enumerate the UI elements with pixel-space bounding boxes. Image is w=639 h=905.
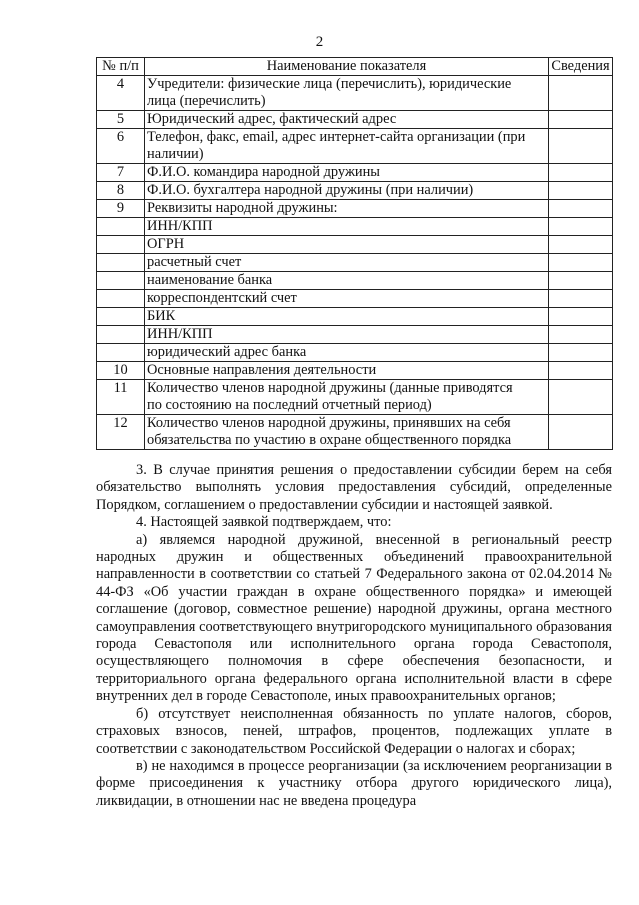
table-row [97, 415, 613, 450]
indicator-name [145, 182, 549, 200]
body-text [96, 462, 612, 810]
indicator-name [145, 308, 549, 326]
details-cell [549, 200, 613, 218]
row-number: 11 [97, 380, 145, 415]
table-row [97, 308, 613, 326]
table-row [97, 218, 613, 236]
indicator-name-line: ИНН/КПП [147, 218, 213, 234]
details-cell [549, 236, 613, 254]
row-number [97, 236, 145, 254]
indicator-name [145, 272, 549, 290]
paragraph: 4. Настоящей заявкой подтверждаем, что: [136, 514, 392, 531]
row-number [97, 308, 145, 326]
table-row [97, 362, 613, 380]
indicator-name [145, 290, 549, 308]
indicators-table [96, 57, 613, 450]
indicator-name [145, 218, 549, 236]
indicator-name [145, 236, 549, 254]
indicator-name-line: Количество членов народной дружины, принявших на себя [147, 415, 511, 431]
indicator-name [145, 111, 549, 129]
details-cell [549, 218, 613, 236]
details-cell [549, 326, 613, 344]
indicator-name-line: ОГРН [147, 236, 185, 252]
row-number: 6 [97, 129, 145, 164]
table-body [97, 76, 613, 450]
table-row [97, 236, 613, 254]
indicator-name-line: Основные направления деятельности [147, 362, 377, 378]
table-row [97, 200, 613, 218]
indicator-name [145, 76, 549, 111]
paragraph: в) не находимся в процессе реорганизации (за исключением реорганизации в форме присоединения к участнику отбора другого юридического лица), ликвидации, в отношении нас не введена процедура [96, 757, 612, 809]
row-number: 4 [97, 76, 145, 111]
row-number [97, 272, 145, 290]
table-row [97, 380, 613, 415]
header-indicator-name: Наименование показателя [145, 58, 549, 76]
indicator-name-line: БИК [147, 308, 176, 324]
details-cell [549, 254, 613, 272]
indicator-name-line: корреспондентский счет [147, 290, 297, 306]
row-number: 5 [97, 111, 145, 129]
indicator-name-line: по состоянию на последний отчетный период) [147, 397, 432, 413]
table-row [97, 272, 613, 290]
indicator-name-line: лица (перечислить) [147, 93, 266, 109]
row-number: 10 [97, 362, 145, 380]
table-row [97, 111, 613, 129]
paragraph: 3. В случае принятия решения о предоставлении субсидии берем на себя обязательство выполнять условия предоставления субсидий, определенные Порядком, соглашением о предоставлении субсидии и настоящей заявкой. [96, 462, 612, 513]
indicator-name-line: Количество членов народной дружины (данные приводятся [147, 380, 513, 396]
details-cell [549, 415, 613, 450]
details-cell [549, 290, 613, 308]
indicator-name-line: Ф.И.О. бухгалтера народной дружины (при наличии) [147, 182, 474, 198]
details-cell [549, 380, 613, 415]
indicator-name [145, 380, 549, 415]
indicator-name [145, 326, 549, 344]
table-row [97, 254, 613, 272]
row-number: 9 [97, 200, 145, 218]
table-row [97, 344, 613, 362]
details-cell [549, 344, 613, 362]
indicator-name-line: юридический адрес банка [147, 344, 307, 360]
row-number: 7 [97, 164, 145, 182]
table-row [97, 290, 613, 308]
table-row [97, 164, 613, 182]
indicator-name [145, 344, 549, 362]
indicator-name-line: Реквизиты народной дружины: [147, 200, 338, 216]
row-number [97, 326, 145, 344]
row-number: 12 [97, 415, 145, 450]
indicator-name-line: Телефон, факс, email, адрес интернет-сайта организации (при [147, 129, 526, 145]
header-details: Сведения [549, 58, 613, 76]
row-number [97, 344, 145, 362]
row-number [97, 218, 145, 236]
details-cell [549, 308, 613, 326]
indicator-name [145, 362, 549, 380]
row-number [97, 254, 145, 272]
table-row [97, 326, 613, 344]
indicator-name-line: наименование банка [147, 272, 273, 288]
details-cell [549, 182, 613, 200]
indicator-name-line: Учредители: физические лица (перечислить), юридические [147, 76, 512, 92]
paragraph: б) отсутствует неисполненная обязанность по уплате налогов, сборов, страховых взносов, пеней, штрафов, процентов, подлежащих уплате в соответствии с законодательством Российской Федерации о налогах и сборах; [96, 705, 612, 757]
table-row [97, 129, 613, 164]
table-row [97, 76, 613, 111]
indicator-name-line: Ф.И.О. командира народной дружины [147, 164, 380, 180]
paragraph: а) являемся народной дружиной, внесенной в региональный реестр народных дружин и общественных объединений правоохранительной направленности в соответствии со статьей 7 Федерального закона от 02.04.2014 № 44-ФЗ «Об участии граждан в охране общественного порядка» и имеющей соглашение (договор, совместное решение) народной дружины, органа местного самоуправления соответствующего внутригородского муниципального образования города Севастополя или исполнительного органа города Севастополя, осуществляющего полномочия в сфере обеспечения безопасности, и территориального органа федерального органа исполнительной власти в сфере внутренних дел в городе Севастополе, иных правоохранительных органов; [96, 531, 612, 705]
table-row [97, 182, 613, 200]
table-header-row [97, 58, 613, 76]
details-cell [549, 129, 613, 164]
indicator-name [145, 129, 549, 164]
indicator-name [145, 415, 549, 450]
page-number: 2 [315, 34, 324, 50]
details-cell [549, 362, 613, 380]
details-cell [549, 76, 613, 111]
indicator-name [145, 254, 549, 272]
indicator-name [145, 164, 549, 182]
indicator-name-line: обязательства по участию в охране общественного порядка [147, 432, 512, 448]
details-cell [549, 272, 613, 290]
row-number: 8 [97, 182, 145, 200]
row-number [97, 290, 145, 308]
indicator-name-line: расчетный счет [147, 254, 242, 270]
indicator-name-line: ИНН/КПП [147, 326, 213, 342]
details-cell [549, 111, 613, 129]
indicator-name-line: Юридический адрес, фактический адрес [147, 111, 397, 127]
details-cell [549, 164, 613, 182]
indicator-name [145, 200, 549, 218]
header-number: № п/п [97, 58, 145, 76]
indicator-name-line: наличии) [147, 146, 204, 162]
